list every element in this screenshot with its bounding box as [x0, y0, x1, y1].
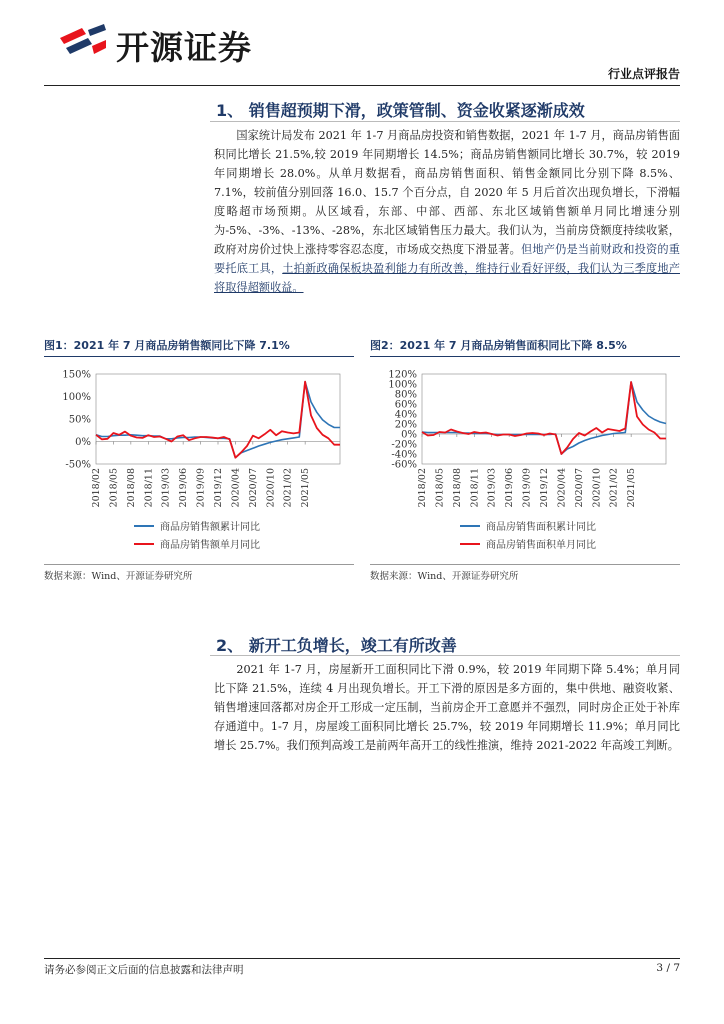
figure1-xtick-label: 2019/09	[195, 468, 207, 508]
section1-text: 国家统计局发布 2021 年 1-7 月商品房投资和销售数据，2021 年 1-7 月，商品房销售面积同比增长 21.5%,较 2019 年同期增长 14.5%；商品房销售额同比增长 30.7%，较 2019 年同期增长 28.0%。从单月数据看，商品房销售面积、销售金额同比分别下降 8.5%、7.1%，较前值分别回落 16.0、15.7 个百分点，自 2020 年 5 月后首次出现负增长，下滑幅度略超市场预期。从区域看，东部、中部、西部、东北区域销售额单月同比增速分别为-5%、-3%、-13%、-28%，东北区域销售压力最大。我们认为，当前房贷额度持续收紧，政府对房价过快上涨持零容忍态度，市场成交热度下滑显著。	[214, 129, 680, 256]
figure2-chart	[370, 360, 680, 560]
figure2-ytick-label: 100%	[388, 379, 417, 391]
figure2-xtick-label: 2020/07	[573, 468, 585, 508]
brand-name: 开源证券	[116, 28, 252, 67]
figure1-xtick-label: 2019/12	[213, 468, 224, 508]
figure2-xtick-label: 2019/12	[539, 468, 550, 508]
figure2-xtick-label: 2018/11	[469, 468, 481, 508]
figure2-xtick-label: 2021/05	[626, 468, 638, 508]
report-type-label: 行业点评报告	[607, 67, 680, 81]
figure1-xtick-label: 2020/10	[265, 468, 277, 508]
figure2-xtick-label: 2018/08	[451, 468, 463, 508]
figure1-ytick-label: 150%	[62, 369, 91, 381]
figure2-plot-frame	[422, 374, 666, 464]
figure1-chart-svg	[44, 360, 354, 560]
figure1-legend-label: 商品房销售额累计同比	[160, 522, 260, 533]
figure1-xtick-label: 2021/05	[300, 468, 312, 508]
figure1-xtick-label: 2018/05	[108, 468, 120, 508]
section1-underlined-conclusion: 土拍新政确保板块盈利能力有所改善，维持行业看好评级，我们认为三季度地产将取得超额收益。	[214, 262, 680, 294]
header-divider	[44, 85, 680, 86]
footer-divider	[44, 958, 680, 959]
figure1-ytick-label: 100%	[62, 392, 91, 403]
figure2-ytick-label: 20%	[394, 419, 417, 431]
figure1-xtick-label: 2020/07	[247, 468, 259, 508]
figure2-xtick-label: 2020/04	[556, 468, 568, 508]
figure1-xtick-label: 2018/02	[91, 468, 102, 508]
figure1-legend-label: 商品房销售额单月同比	[160, 540, 260, 551]
figure2-legend-label: 商品房销售面积累计同比	[486, 522, 596, 533]
figure2-xtick-label: 2020/10	[591, 468, 603, 508]
section2-title: 2、 新开工负增长，竣工有所改善	[216, 636, 457, 655]
figure2-ytick-label: -20%	[391, 439, 417, 451]
figure2-ytick-label: 0%	[401, 429, 417, 441]
figure2-ytick-label: -60%	[391, 459, 417, 471]
section1-highlight: 但地产仍是当前财政和投资的重要托底工具，	[214, 243, 680, 275]
figure1-xtick-label: 2018/11	[143, 468, 155, 508]
section1-paragraph	[214, 126, 680, 297]
section1-title: 1、 销售超预期下滑，政策管制、资金收紧逐渐成效	[216, 101, 585, 120]
figure2-xtick-label: 2018/05	[434, 468, 446, 508]
figure2-ytick-label: 120%	[388, 369, 417, 381]
figure2-xtick-label: 2021/02	[608, 468, 620, 508]
figure1-xtick-label: 2021/02	[282, 468, 294, 508]
figure2-bottom-rule	[370, 564, 680, 565]
figure1-bottom-rule	[44, 564, 354, 565]
figure2-ytick-label: 60%	[394, 399, 417, 411]
section1-divider	[210, 121, 680, 122]
figure2-top-rule	[370, 356, 680, 357]
page-number: 3 / 7	[656, 962, 680, 974]
figure1-chart	[44, 360, 354, 560]
figure2-series-line-monthly	[422, 382, 666, 454]
figure1-xtick-label: 2020/04	[230, 468, 242, 508]
figure1-top-rule	[44, 356, 354, 357]
figure1-plot-frame	[96, 374, 340, 464]
section2-divider	[210, 655, 680, 656]
section2-paragraph: 2021 年 1-7 月，房屋新开工面积同比下滑 0.9%，较 2019 年同期下降 5.4%；单月同比下降 21.5%，连续 4 月出现负增长。开工下滑的原因是多方面的，集中供地、融资收紧、销售增速回落都对房企开工形成一定压制，当前房企开工意愿并不强烈，同时房企正处于补库存通道中。1-7 月，房屋竣工面积同比增长 25.7%，较 2019 年同期增长 11.9%；单月同比增长 25.7%。我们预判高竣工是前两年高开工的线性推演，维持 2021-2022 年高竣工判断。	[214, 663, 680, 752]
figure1-ytick-label: -50%	[65, 459, 91, 471]
figure1-ytick-label: 50%	[68, 414, 91, 426]
figure2-xtick-label: 2019/03	[486, 468, 498, 508]
figure2-ytick-label: -40%	[391, 449, 417, 461]
footer-disclaimer: 请务必参阅正文后面的信息披露和法律声明	[44, 964, 244, 976]
brand-logo-icon	[58, 24, 108, 60]
figure2-xtick-label: 2019/09	[521, 468, 533, 508]
figure1-xtick-label: 2019/06	[178, 468, 190, 508]
figure1-ytick-label: 0%	[75, 437, 91, 448]
figure2-ytick-label: 80%	[394, 389, 417, 401]
figure1-xtick-label: 2018/08	[125, 468, 137, 508]
figure2-source: 数据来源：Wind、开源证券研究所	[370, 571, 519, 582]
figure1-xtick-label: 2019/03	[160, 468, 172, 508]
figure1-title: 图1：2021 年 7 月商品房销售额同比下降 7.1%	[44, 339, 290, 352]
figure2-title: 图2：2021 年 7 月商品房销售面积同比下降 8.5%	[370, 339, 627, 352]
figure2-legend-label: 商品房销售面积单月同比	[486, 540, 596, 551]
figure1-source: 数据来源：Wind、开源证券研究所	[44, 571, 193, 582]
figure2-ytick-label: 40%	[394, 409, 417, 421]
figure2-xtick-label: 2019/06	[504, 468, 516, 508]
figure2-chart-svg	[370, 360, 680, 560]
figure1-series-line-monthly	[96, 382, 340, 458]
figure2-xtick-label: 2018/02	[417, 468, 428, 508]
